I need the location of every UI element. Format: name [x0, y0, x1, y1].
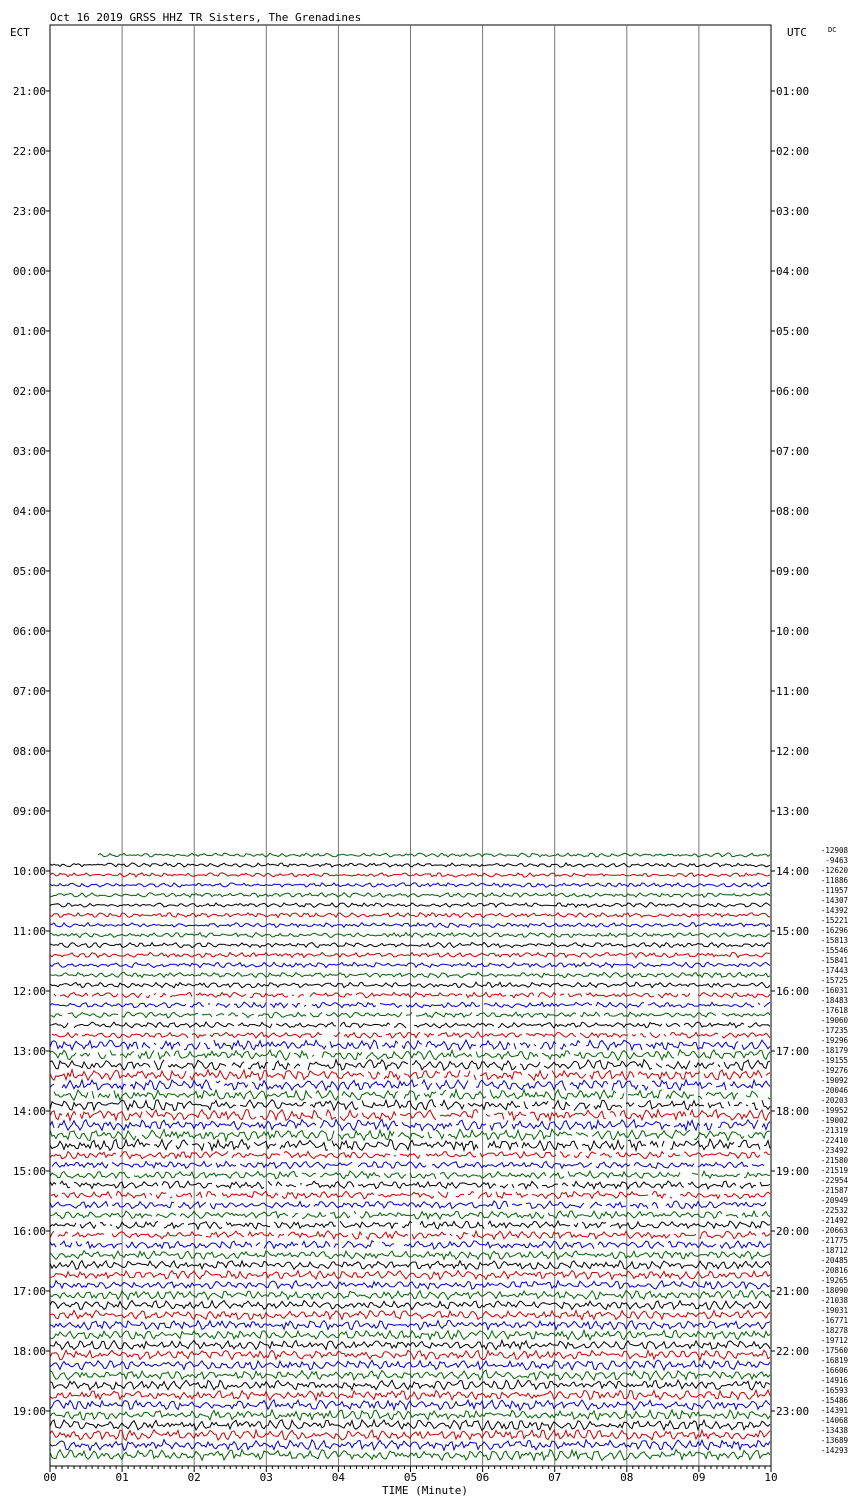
left-hour-label: 22:00: [12, 145, 46, 158]
trace-value-label: -19092: [820, 1076, 848, 1085]
trace-value-label: -15486: [820, 1396, 848, 1405]
x-tick-label: 00: [43, 1471, 57, 1484]
right-hour-label: 05:00: [776, 325, 810, 338]
trace-value-label: -18278: [820, 1326, 848, 1335]
right-hour-label: 12:00: [776, 745, 810, 758]
trace-value-label: -16593: [820, 1386, 848, 1395]
trace-value-label: -14293: [820, 1446, 848, 1455]
trace-value-label: -22410: [820, 1136, 848, 1145]
left-hour-label: 09:00: [12, 805, 46, 818]
corner-note: DC: [828, 26, 837, 34]
right-hour-label: 09:00: [776, 565, 810, 578]
left-hour-label: 11:00: [12, 925, 46, 938]
left-hour-label: 21:00: [12, 85, 46, 98]
left-hour-label: 10:00: [12, 865, 46, 878]
trace-value-label: -22954: [820, 1176, 848, 1185]
trace-value-label: -20949: [820, 1196, 848, 1205]
x-tick-label: 07: [548, 1471, 562, 1484]
trace-value-label: -17235: [820, 1026, 848, 1035]
trace-value-label: -21519: [820, 1166, 848, 1175]
x-axis-ticks: [43, 1466, 777, 1484]
x-tick-label: 03: [259, 1471, 273, 1484]
trace-value-label: -14307: [820, 896, 848, 905]
trace-value-label: -22532: [820, 1206, 848, 1215]
trace-value-label: -21587: [820, 1186, 848, 1195]
trace-value-label: -12908: [820, 846, 848, 855]
trace-value-label: -21492: [820, 1216, 848, 1225]
left-hour-label: 15:00: [12, 1165, 46, 1178]
trace-value-label: -21775: [820, 1236, 848, 1245]
x-tick-label: 04: [331, 1471, 346, 1484]
trace-value-label: -18179: [820, 1046, 848, 1055]
trace-value-label: -21319: [820, 1126, 848, 1135]
trace-value-label: -14916: [820, 1376, 848, 1385]
trace-value-label: -9463: [825, 856, 848, 865]
right-hour-label: 18:00: [776, 1105, 810, 1118]
left-hour-label: 06:00: [12, 625, 46, 638]
trace-value-label: -11886: [820, 876, 848, 885]
trace-value-label: -19002: [820, 1116, 848, 1125]
left-hour-label: 05:00: [12, 565, 46, 578]
trace-value-label: -19296: [820, 1036, 848, 1045]
left-hour-label: 16:00: [12, 1225, 46, 1238]
right-hour-label: 19:00: [776, 1165, 810, 1178]
right-hour-label: 04:00: [776, 265, 810, 278]
trace-value-label: -19276: [820, 1066, 848, 1075]
right-hour-label: 11:00: [776, 685, 810, 698]
trace-value-label: -16819: [820, 1356, 848, 1365]
trace-value-label: -21038: [820, 1296, 848, 1305]
trace-value-label: -19265: [820, 1276, 848, 1285]
trace-line: [54, 1090, 770, 1101]
trace-value-label: -17618: [820, 1006, 848, 1015]
trace-value-labels: [821, 846, 849, 1455]
trace-value-label: -16296: [820, 926, 848, 935]
trace-value-label: -15221: [820, 916, 848, 925]
x-tick-label: 01: [115, 1471, 129, 1484]
right-hour-label: 20:00: [776, 1225, 810, 1238]
right-hour-label: 06:00: [776, 385, 810, 398]
right-timezone-label: UTC: [787, 26, 807, 39]
right-hour-label: 13:00: [776, 805, 810, 818]
right-hour-label: 17:00: [776, 1045, 810, 1058]
left-hour-label: 14:00: [12, 1105, 46, 1118]
trace-value-label: -17443: [820, 966, 848, 975]
x-tick-label: 09: [692, 1471, 706, 1484]
trace-value-label: -15841: [820, 956, 848, 965]
right-hour-label: 23:00: [776, 1405, 810, 1418]
trace-value-label: -13689: [820, 1436, 848, 1445]
trace-value-label: -14391: [820, 1406, 848, 1415]
trace-value-label: -20203: [820, 1096, 848, 1105]
left-hour-label: 04:00: [12, 505, 46, 518]
right-hour-label: 21:00: [776, 1285, 810, 1298]
right-hour-label: 02:00: [776, 145, 810, 158]
left-hour-label: 13:00: [12, 1045, 46, 1058]
minute-gridlines: [122, 25, 699, 1466]
left-hour-label: 03:00: [12, 445, 46, 458]
trace-value-label: -18483: [820, 996, 848, 1005]
x-axis-label: TIME (Minute): [381, 1484, 469, 1497]
left-hour-label: 02:00: [12, 385, 46, 398]
right-hour-label: 01:00: [776, 85, 810, 98]
x-tick-label: 10: [764, 1471, 778, 1484]
trace-value-label: -16606: [820, 1366, 848, 1375]
trace-value-label: -23492: [820, 1146, 848, 1155]
trace-value-label: -15546: [820, 946, 848, 955]
x-tick-label: 06: [475, 1471, 490, 1484]
right-hour-label: 08:00: [776, 505, 810, 518]
left-hour-label: 18:00: [12, 1345, 46, 1358]
right-hour-label: 15:00: [776, 925, 810, 938]
trace-value-label: -11957: [820, 886, 848, 895]
trace-line: [54, 992, 770, 998]
left-hour-label: 08:00: [12, 745, 46, 758]
left-hour-label: 12:00: [12, 985, 46, 998]
trace-value-label: -19712: [820, 1336, 848, 1345]
trace-value-label: -14068: [820, 1416, 848, 1425]
trace-value-label: -19060: [820, 1016, 848, 1025]
right-hour-label: 14:00: [776, 865, 810, 878]
trace-value-label: -20046: [820, 1086, 848, 1095]
trace-value-label: -19952: [820, 1106, 848, 1115]
left-hour-label: 17:00: [12, 1285, 46, 1298]
left-hour-label: 19:00: [12, 1405, 46, 1418]
trace-value-label: -20485: [820, 1256, 848, 1265]
left-hour-label: 23:00: [12, 205, 46, 218]
trace-value-label: -19031: [820, 1306, 848, 1315]
trace-line: [98, 853, 770, 857]
x-tick-label: 02: [187, 1471, 201, 1484]
trace-value-label: -17560: [820, 1346, 848, 1355]
trace-value-label: -13438: [820, 1426, 848, 1435]
right-hour-label: 10:00: [776, 625, 810, 638]
trace-value-label: -20816: [820, 1266, 848, 1275]
x-tick-label: 05: [403, 1471, 418, 1484]
trace-value-label: -16031: [820, 986, 848, 995]
left-timezone-label: ECT: [10, 26, 30, 39]
trace-value-label: -20663: [820, 1226, 848, 1235]
right-hour-label: 22:00: [776, 1345, 810, 1358]
left-hour-label: 07:00: [12, 685, 46, 698]
trace-value-label: -18712: [820, 1246, 848, 1255]
trace-value-label: -21580: [820, 1156, 848, 1165]
chart-title: Oct 16 2019 GRSS HHZ TR Sisters, The Grenadines: [50, 11, 362, 24]
trace-value-label: -14392: [820, 906, 848, 915]
trace-value-label: -15725: [820, 976, 848, 985]
right-hour-label: 03:00: [776, 205, 810, 218]
trace-value-label: -19155: [820, 1056, 848, 1065]
left-hour-label: 01:00: [12, 325, 46, 338]
right-hour-label: 16:00: [776, 985, 810, 998]
x-tick-label: 08: [620, 1471, 634, 1484]
left-hour-label: 00:00: [12, 265, 46, 278]
right-hour-label: 07:00: [776, 445, 810, 458]
trace-value-label: -12620: [820, 866, 848, 875]
trace-value-label: -18090: [820, 1286, 848, 1295]
trace-value-label: -16771: [820, 1316, 848, 1325]
trace-value-label: -15813: [820, 936, 848, 945]
